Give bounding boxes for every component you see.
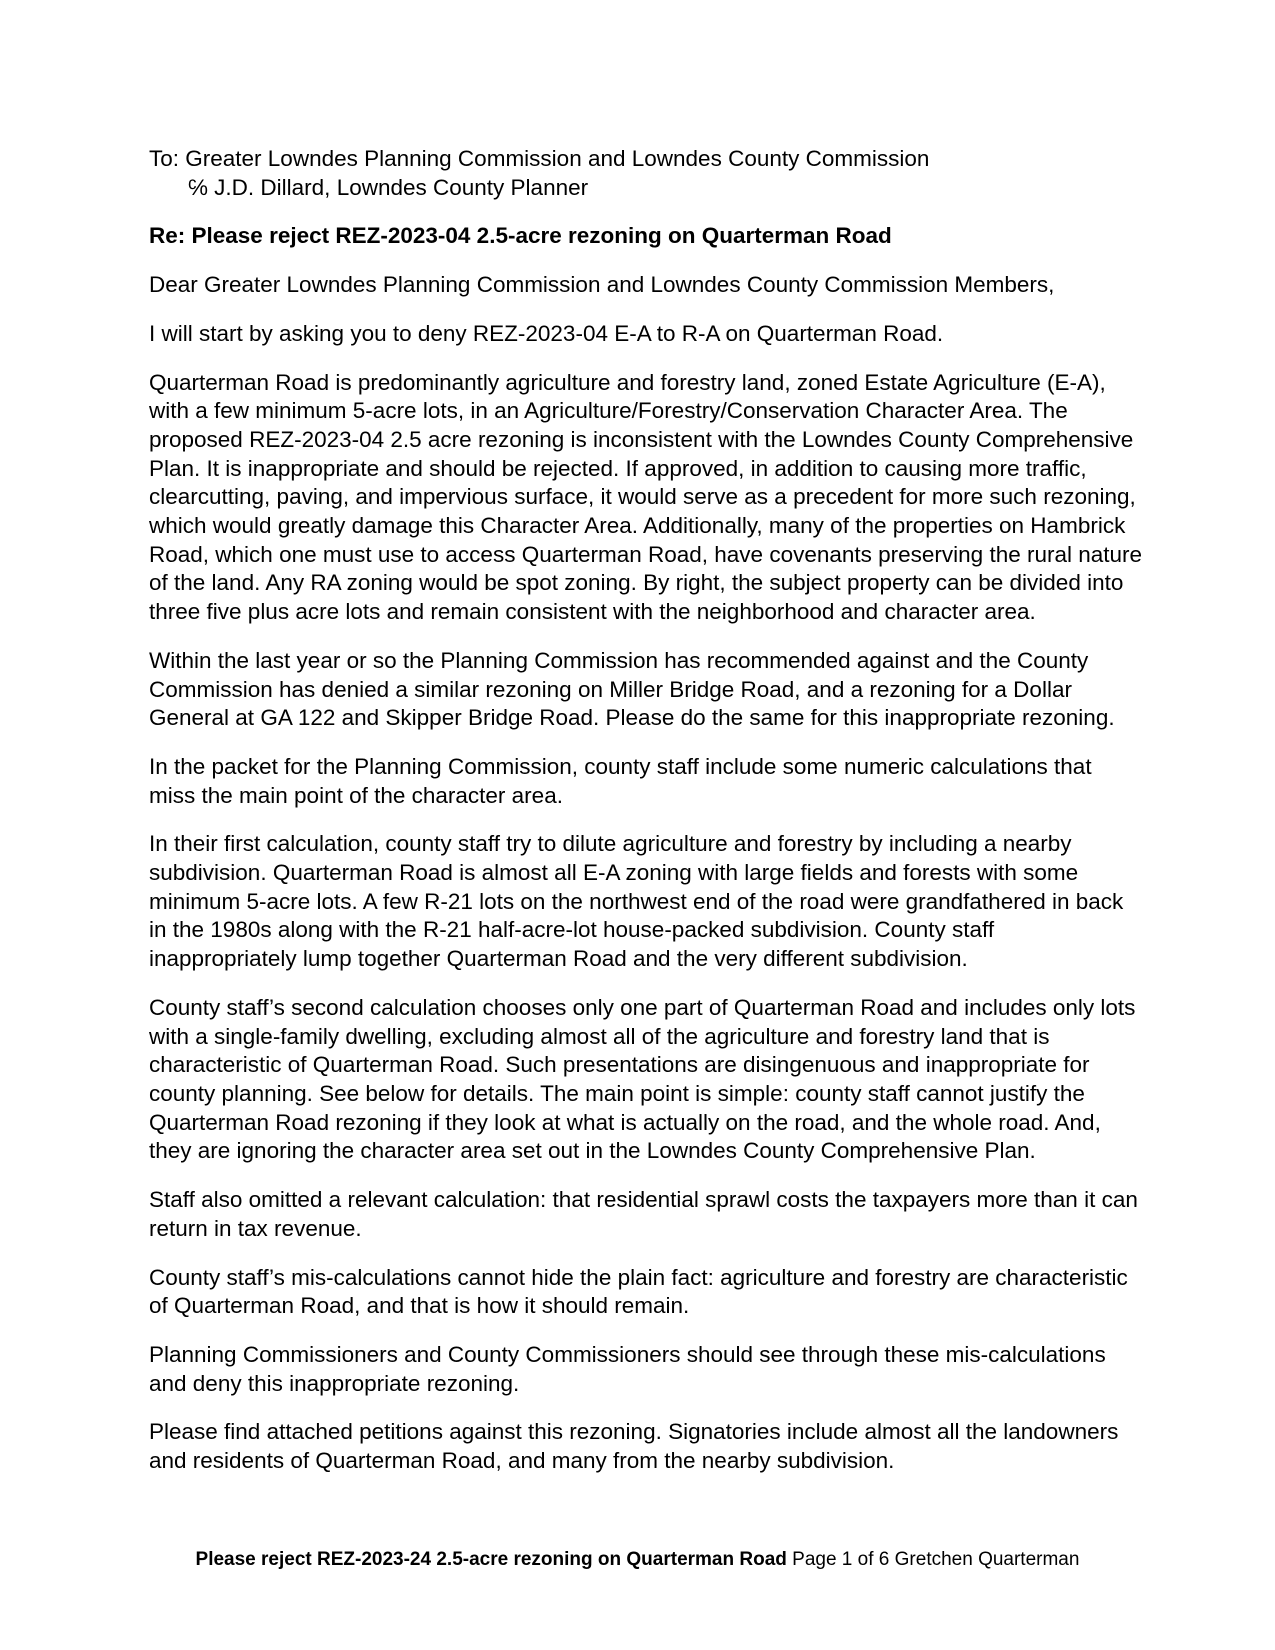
page-footer — [0, 1548, 1275, 1572]
body-paragraph: County staff’s mis-calculations cannot hide the plain fact: agriculture and forestry are characteristic of Quarterman Road, and that is how it should remain. — [149, 1264, 1128, 1319]
body-paragraph: In the packet for the Planning Commission, county staff include some numeric calculations that miss the main point of the character area. — [149, 753, 1092, 808]
address-block — [149, 145, 1144, 202]
address-care-of-line: ℅ J.D. Dillard, Lowndes County Planner — [188, 174, 589, 200]
footer-document-title: Please reject REZ-2023-24 2.5-acre rezoning on Quarterman Road — [195, 1549, 787, 1570]
address-to-line: To: Greater Lowndes Planning Commission and Lowndes County Commission — [149, 146, 930, 171]
body-paragraph: County staff’s second calculation chooses only one part of Quarterman Road and includes only lots with a single-family dwelling, excluding almost all of the agriculture and forestry land that is characteristic of Quarterman Road. Such presentations are disingenuous and inappropriate for county planning. See below for details. The main point is simple: county staff cannot justify the Quarterman Road rezoning if they look at what is actually on the road, and the whole road. And, they are ignoring the character area set out in the Lowndes County Comprehensive Plan. — [149, 994, 1136, 1164]
footer-author: Gretchen Quarterman — [894, 1549, 1080, 1570]
body-paragraph: I will start by asking you to deny REZ-2023-04 E-A to R-A on Quarterman Road. — [149, 320, 944, 346]
body-paragraph: Planning Commissioners and County Commissioners should see through these mis-calculations and deny this inappropriate rezoning. — [149, 1341, 1106, 1396]
salutation-line: Dear Greater Lowndes Planning Commission and Lowndes County Commission Members, — [149, 272, 1055, 298]
body-paragraph: Please find attached petitions against this rezoning. Signatories include almost all the landowners and residents of Quarterman Road, and many from the nearby subdivision. — [149, 1419, 1119, 1474]
body-paragraph: Within the last year or so the Planning Commission has recommended against and the County Commission has denied a similar rezoning on Miller Bridge Road, and a rezoning for a Dollar General at GA 122 and Skipper Bridge Road. Please do the same for this inappropriate rezoning. — [149, 647, 1115, 731]
body-paragraph: Staff also omitted a relevant calculation: that residential sprawl costs the taxpayers more than it can return in tax revenue. — [149, 1187, 1138, 1241]
body-paragraph: In their first calculation, county staff try to dilute agriculture and forestry by including a nearby subdivision. Quarterman Road is almost all E-A zoning with large fields and forests with some minimum 5-acre lots. A few R-21 lots on the northwest end of the road were grandfathered in back in the 1980s along with the R-21 half-acre-lot house-packed subdivision. County staff inappropriately lump together Quarterman Road and the very different subdivision. — [149, 831, 1124, 972]
body-paragraph: Quarterman Road is predominantly agriculture and forestry land, zoned Estate Agriculture (E-A), with a few minimum 5-acre lots, in an Agriculture/Forestry/Conservation Character Area. The proposed REZ-2023-04 2.5 acre rezoning is inconsistent with the Lowndes County Comprehensive Plan. It is inappropriate and should be rejected. If approved, in addition to causing more traffic, clearcutting, paving, and impervious surface, it would serve as a precedent for more such rezoning, which would greatly damage this Character Area. Additionally, many of the properties on Hambrick Road, which one must use to access Quarterman Road, have covenants preserving the rural nature of the land. Any RA zoning would be spot zoning. By right, the subject property can be divided into three five plus acre lots and remain consistent with the neighborhood and character area. — [149, 369, 1143, 625]
subject-line: Re: Please reject REZ-2023-04 2.5-acre rezoning on Quarterman Road — [149, 223, 892, 249]
footer-page-number: Page 1 of 6 — [792, 1549, 890, 1570]
letter-body — [149, 145, 1144, 1496]
